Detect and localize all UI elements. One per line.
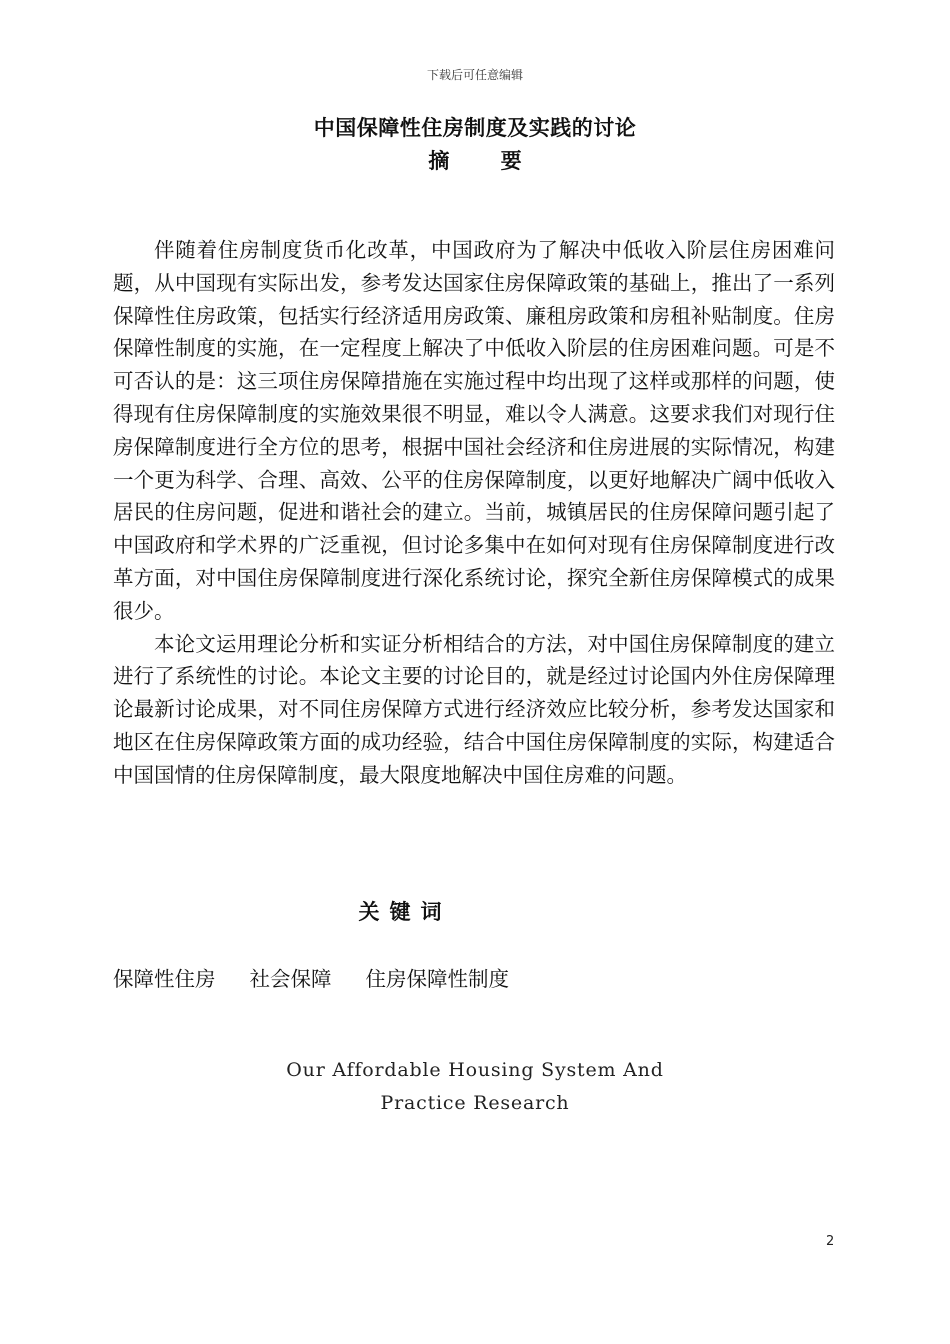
english-title-line-2: Practice Research (380, 1092, 570, 1114)
keywords-list (113, 962, 543, 992)
header-note: 下载后可任意编辑 (426, 68, 523, 82)
keyword-item: 住房保障性制度 (365, 967, 509, 991)
abstract-paragraph-2: 本论文运用理论分析和实证分析相结合的方法，对中国住房保障制度的建立进行了系统性的讨论。本论文主要的讨论目的，就是经过讨论国内外住房保障理论最新讨论成果，对不同住房保障方式进行经济效应比较分析，参考发达国家和地区在住房保障政策方面的成功经验，结合中国住房保障制度的实际，构建适合中国国情的住房保障制度，最大限度地解决中国住房难的问题。 (113, 631, 835, 787)
english-title-line-1: Our Affordable Housing System And (286, 1059, 664, 1081)
page-number: 2 (826, 1234, 835, 1249)
keywords-heading: 关键词 (358, 900, 452, 924)
keyword-item: 社会保障 (249, 967, 332, 991)
abstract-paragraph-1: 伴随着住房制度货币化改革，中国政府为了解决中低收入阶层住房困难问题，从中国现有实际出发，参考发达国家住房保障政策的基础上，推出了一系列保障性住房政策，包括实行经济适用房政策、廉租房政策和房租补贴制度。住房保障性制度的实施，在一定程度上解决了中低收入阶层的住房困难问题。可是不可否认的是：这三项住房保障措施在实施过程中均出现了这样或那样的问题，使得现有住房保障制度的实施效果很不明显，难以令人满意。这要求我们对现行住房保障制度进行全方位的思考，根据中国社会经济和住房进展的实际情况，构建一个更为科学、合理、高效、公平的住房保障制度，以更好地解决广阔中低收入居民的住房问题，促进和谐社会的建立。当前，城镇居民的住房保障问题引起了中国政府和学术界的广泛重视，但讨论多集中在如何对现有住房保障制度进行改革方面，对中国住房保障制度进行深化系统讨论，探究全新住房保障模式的成果很少。 (113, 238, 835, 623)
document-title: 中国保障性住房制度及实践的讨论 (313, 116, 637, 140)
keyword-item: 保障性住房 (113, 967, 216, 991)
abstract-body (113, 234, 835, 792)
abstract-heading: 摘 要 (428, 149, 544, 173)
english-title (0, 1054, 950, 1120)
